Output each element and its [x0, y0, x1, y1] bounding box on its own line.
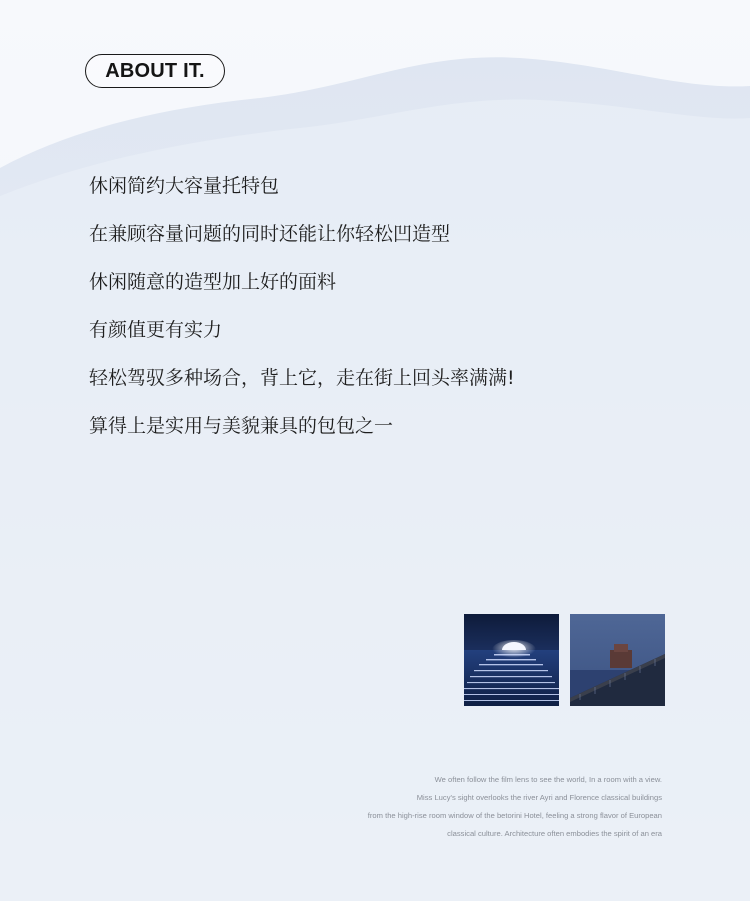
description-line: 休闲简约大容量托特包	[89, 175, 280, 197]
caption-line: classical culture. Architecture often embodies the spirit of an era	[447, 829, 662, 838]
description-line: 休闲随意的造型加上好的面料	[89, 271, 337, 293]
moon-over-sea-photo	[464, 614, 559, 706]
dusk-rooftop-seaview-photo	[570, 614, 665, 706]
caption-line: from the high-rise room window of the betorini Hotel, feeling a strong flavor of European	[367, 811, 662, 820]
about-it-badge	[85, 54, 225, 88]
english-caption	[368, 773, 662, 845]
description-line: 有颜值更有实力	[89, 319, 223, 341]
description-line: 轻松驾驭多种场合，背上它，走在街上回头率满满!	[89, 367, 515, 389]
caption-line: We often follow the film lens to see the world, In a room with a view.	[434, 775, 662, 784]
description-line: 在兼顾容量问题的同时还能让你轻松凹造型	[89, 223, 451, 245]
caption-line: Miss Lucy's sight overlooks the river Ayri and Florence classical buildings	[416, 793, 662, 802]
product-description	[89, 172, 515, 460]
badge-label: ABOUT IT.	[105, 59, 205, 82]
description-line: 算得上是实用与美貌兼具的包包之一	[89, 415, 394, 437]
